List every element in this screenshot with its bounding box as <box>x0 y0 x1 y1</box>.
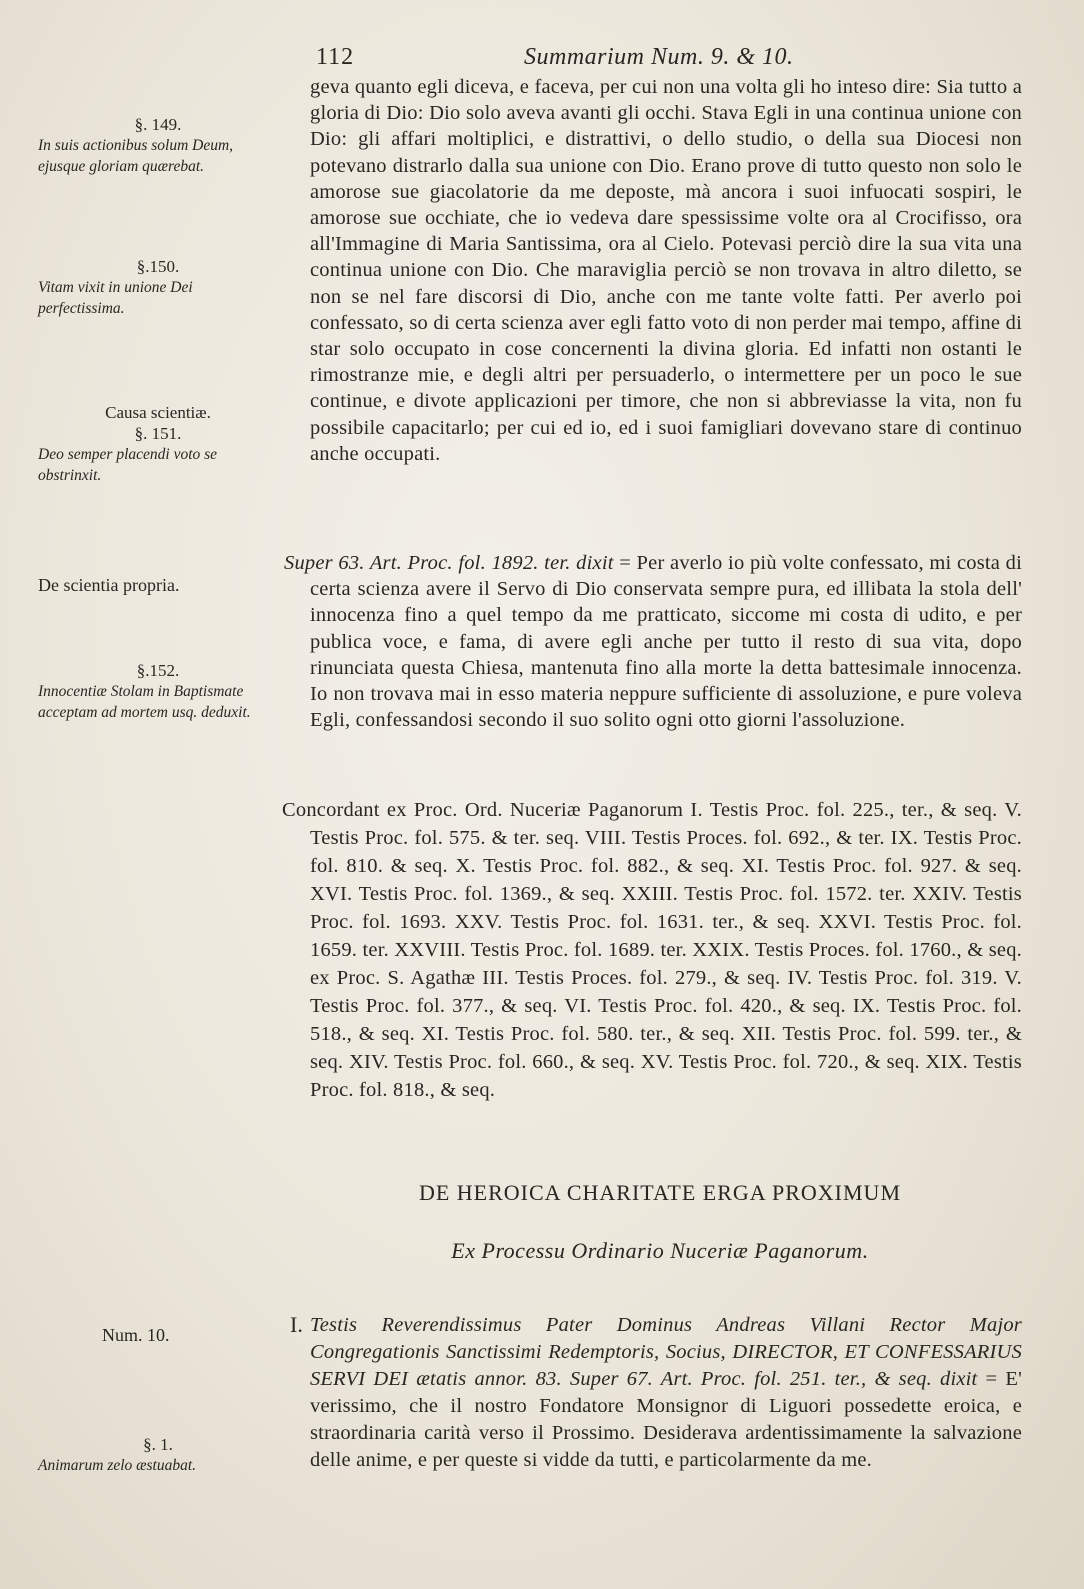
paragraph-text: E' verissimo, che il nostro Fondatore Monsignor di Liguori possedette eroica, e straordinaria carità verso il Prossimo. Desiderava ardentissimamente la salvazione delle anime, e per queste si vidde da tutti, e particolarmente da me. <box>310 1368 1023 1471</box>
paragraph-text: Concordant ex Proc. Ord. Nuceriæ Paganorum I. Testis Proc. fol. 225., ter., & seq. V. Testis Proc. fol. 575. & ter. seq. VIII. Testis Proces. fol. 692., & ter. IX. Testis Proc. fol. 810. & seq. X. Testis Proc. fol. 882., & seq. XI. Testis Proc. fol. 927. & seq. XVI. Testis Proc. fol. 1369., & seq. XXIII. Testis Proc. fol. 1572. ter. XXIV. Testis Proc. fol. 1693. XXV. Testis Proc. fol. 1631. ter., & seq. XXVI. Testis Proc. fol. 1659. ter. XXVIII. Testis Proc. fol. 1689. ter. XXIX. Testis Proces. fol. 1760., & seq. ex Proc. S. Agathæ III. Testis Proces. fol. 279., & seq. IV. Testis Proc. fol. 319. V. Testis Proc. fol. 377., & seq. VI. Testis Proc. fol. 420., & seq. IX. Testis Proc. fol. 518., & seq. XI. Testis Proc. fol. 580. ter., & seq. XII. Testis Proc. fol. 599. ter., & seq. XIV. Testis Proc. fol. 660., & seq. XV. Testis Proc. fol. 720., & seq. XIX. Testis Proc. fol. 818., & seq. <box>282 799 1022 1101</box>
margin-note-text: Innocentiæ Stolam in Baptismate acceptam ad mortem usq. deduxit. <box>38 683 251 721</box>
margin-note-151 <box>38 402 278 486</box>
margin-note-label: Num. 10. <box>102 1325 170 1345</box>
margin-note-text: Vitam vixit in unione Dei perfectissima. <box>38 279 193 317</box>
margin-note-text: In suis actionibus solum Deum, ejusque gloriam quærebat. <box>38 137 234 175</box>
margin-note-150 <box>38 256 278 319</box>
margin-note-label: §.152. <box>136 661 180 680</box>
body-paragraph-2 <box>284 550 1023 733</box>
margin-note-152 <box>38 660 278 723</box>
margin-note-num-10 <box>38 1325 278 1346</box>
body-paragraph-1 <box>310 74 1022 467</box>
section-heading: DE HEROICA CHARITATE ERGA PROXIMUM <box>418 1180 902 1205</box>
witness-lead: Testis Reverendissimus Pater Dominus Andreas Villani Rector Major Congregationis Sanctissimi Redemptoris, Socius, DIRECTOR, ET CONFESSARIUS SERVI DEI ætatis annor. 83. Super 67. Art. Proc. fol. 251. ter., & seq. dixit <box>310 1314 1022 1390</box>
margin-note-s1 <box>38 1434 278 1476</box>
margin-note-text: Animarum zelo æstuabat. <box>38 1457 197 1474</box>
margin-note-text: De scientia propria. <box>38 575 180 595</box>
margin-note-label: §.150. <box>136 257 180 276</box>
equals-mark: = <box>977 1368 1006 1390</box>
section-subheading: Ex Processu Ordinario Nuceriæ Paganorum. <box>451 1238 869 1263</box>
concordant-citations <box>282 796 1022 1104</box>
paragraph-container <box>310 1312 1022 1474</box>
paragraph-container <box>284 550 1023 733</box>
paragraph-text: Per averlo io più volte confessato, mi costa di certa scienza avere il Servo di Dio conservata sempre pura, ed illibata la stola dell' innocenza fino a quel tempo da me pratticato, siccome mi costa di udito, e per publica voce, e fama, di avere egli anche per tutto il resto di sua vita, dopo rinunciata questa Chiesa, mantenuta fino alla morte la detta battesimale innocenza. Io non trovava mai in esso materia neppure sufficiente di assoluzione, e pure voleva Egli, confessandosi secondo il suo solito ogni otto giorni l'assoluzione. <box>310 552 1023 732</box>
equals-mark: = <box>613 552 637 574</box>
witness-numeral: I. <box>290 1312 303 1337</box>
paragraph-text: geva quanto egli diceva, e faceva, per cui non una volta gli ho inteso dire: Sia tutto a gloria di Dio: Dio solo aveva avanti gli occhi. Stava Egli in una continua unione con Dio: gli affari moltiplici, e distrattivi, o dello studio, o della sua Diocesi non potevano distrarlo dalla sua unione con Dio. Erano prove di tutto questo non solo le amorose sue giacolatorie da me deposte, mà ancora i suoi infuocati sospiri, le amorose sue occhiate, che io vedeva dare spessissime volte ora al Crocifisso, ora all'Immagine di Maria Santissima, ora al Cielo. Potevasi perciò dire la sua vita una continua unione con Dio. Che maraviglia perciò se non trovava in altro diletto, se non se nel fare discorsi di Dio, anche con me tante volte fatti. Per averlo poi confessato, so di certa scienza aver egli fatto voto di non perder mai tempo, affine di star solo occupato in cose concernenti la divina gloria. Ed infatti non ostanti le rimostranze mie, e degli altri per persuaderlo, o intermettere per un poco le sue continue, e divote applicazioni per timore, che non si abbreviasse la vita, non fu possibile capacitarlo; per cui ed io, ed i suoi famigliari dovevano stare di continuo anche occupati. <box>310 76 1022 465</box>
running-head <box>316 44 1016 76</box>
citation-lead: Super 63. Art. Proc. fol. 1892. ter. dixit <box>284 552 614 574</box>
page-number: 112 <box>316 44 355 70</box>
margin-note-149 <box>38 114 278 177</box>
margin-note-label: Causa scientiæ. <box>105 403 211 422</box>
margin-note-label: §. 151. <box>134 424 182 443</box>
margin-note-text: Deo semper placendi voto se obstrinxit. <box>38 446 218 484</box>
running-title: Summarium Num. 9. & 10. <box>524 44 794 70</box>
margin-note-scientia-propria <box>38 575 278 596</box>
margin-note-label: §. 1. <box>143 1435 173 1454</box>
body-paragraph-4 <box>310 1312 1022 1474</box>
margin-note-label: §. 149. <box>134 115 182 134</box>
